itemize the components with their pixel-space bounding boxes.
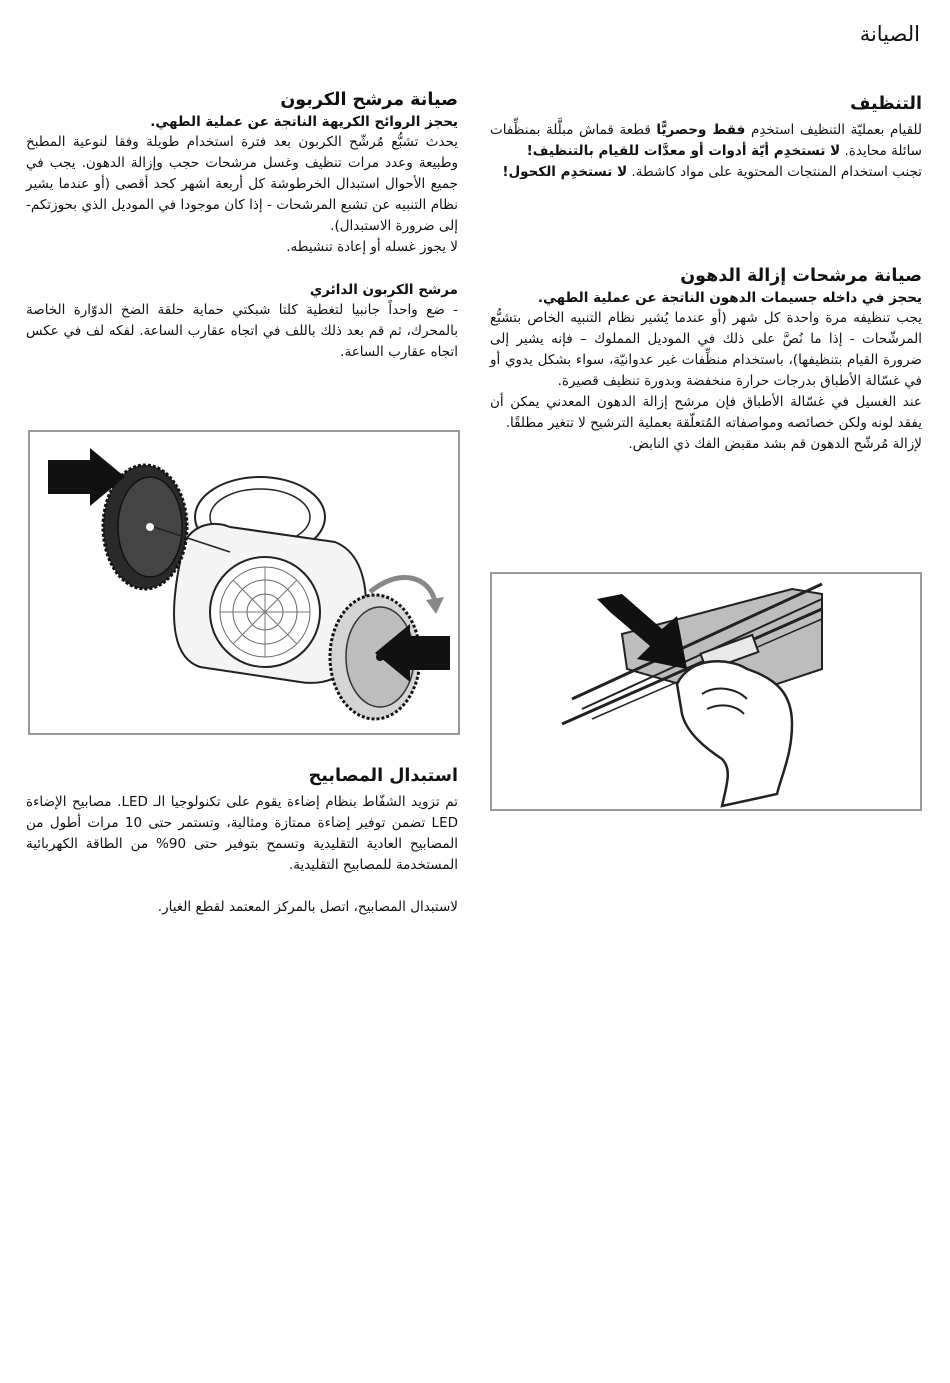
grease-filter-removal-illustration-icon xyxy=(492,574,920,809)
cleaning-section xyxy=(490,92,922,183)
carbon-filter-paragraph-2: لا يجوز غسله أو إعادة تنشيطه. xyxy=(286,239,458,255)
lamps-paragraph-1: تم تزويد الشفّاط بنظام إضاءة يقوم على تكنولوجيا الـ LED. مصابيح الإضاءة LED تضمن توفير إضاءة ممتازة ومثالية، وتستمر حتى 10 مرات أطول من المصابيح العادية التقليدية وتسمح بتوفير حتى 90% من الطاقة الكهربائية المستخدمة للمصابيح التقليدية. xyxy=(26,794,458,873)
cleaning-paragraph-1: للقيام بعمليّة التنظيف استخدِم فقط وحصريًّا قطعة قماش مبلَّلة بمنظِّفات سائلة محايدة. لا تستخدِم أيّة أدوات أو معدَّات للقيام بالتنظيف! xyxy=(490,122,922,159)
carbon-filter-heading: صيانة مرشح الكربون xyxy=(280,90,458,110)
carbon-filter-paragraph-1: يحدث تشبُّع مُرشّح الكربون بعد فترة استخدام طويلة وفقا لنوعية المطبخ وطبيعة وعدد مرات تنظيف وغسل مرشحات حجب وإزالة الدهون. يجب في جميع الأحوال استبدال الخرطوشة كل أربعة اشهر كحد أقصى (أو عندما يشير نظام التنبيه عن تشبع المرشحات - إذا كان موجودا في الموديل الذي بحوزتكم- إلى ضرورة الاستبدال). xyxy=(26,134,458,234)
cleaning-paragraph-2: تجنب استخدام المنتجات المحتوية على مواد كاشطة. لا تستخدِم الكحول! xyxy=(502,164,922,180)
lamps-section xyxy=(26,764,458,918)
grease-filters-paragraph-2: عند الغسيل في غسّالة الأطباق فإن مرشح إزالة الدهون المعدني يمكن أن يفقد لونه ولكن خصائصه ومواصفاته المُتعلّقة بعملية الترشيح لا تتغير مطلقًا. xyxy=(490,394,922,431)
grease-filter-figure xyxy=(490,572,922,811)
round-carbon-filter-heading: مرشح الكربون الدائري xyxy=(309,282,458,298)
grease-filters-heading: صيانة مرشحات إزالة الدهون xyxy=(680,266,922,286)
carbon-filter-figure xyxy=(28,430,460,735)
carbon-filter-subheading: يحجز الروائح الكريهة الناتجة عن عملية الطهي. xyxy=(150,114,458,130)
grease-filters-paragraph-1: يجب تنظيفه مرة واحدة كل شهر (أو عندما يُشير نظام التنبيه الخاص بتشبُّع المرشّحات - إذا ما نُصَّ على ذلك في الموديل المملوك – فإنه يشير إلى ضرورة القيام بتنظيفها)، باستخدام منظِّفات غير عدوانيّة، سواء بشكل يدوي أو في غسّالة الأطباق بدرجات حرارة منخفضة وبدورة تنظيف قصيرة. xyxy=(490,310,922,389)
carbon-filter-fan-illustration-icon xyxy=(30,432,458,733)
page-title: الصيانة xyxy=(859,22,920,46)
cleaning-heading: التنظيف xyxy=(850,94,922,114)
carbon-filter-section xyxy=(26,88,458,363)
grease-filters-subheading: يحجز في داخله جسيمات الدهون الناتجة عن عملية الطهي. xyxy=(537,290,922,306)
lamps-heading: استبدال المصابيح xyxy=(308,766,458,786)
lamps-paragraph-2: لاستبدال المصابيح، اتصل بالمركز المعتمد لقطع الغيار. xyxy=(157,899,458,915)
grease-filters-section xyxy=(490,264,922,455)
round-carbon-filter-paragraph: - ضع واحداً جانبيا لتغطية كلتا شبكتي حماية حلقة الضخ الدوّارة الخاصة بالمحرك، ثم قم بعد ذلك باللف في اتجاه عقارب الساعة. لفكه لف في عكس اتجاه عقارب الساعة. xyxy=(26,302,458,360)
grease-filters-paragraph-3: لإزالة مُرشّح الدهون قم بشد مقبض الفك ذي النابض. xyxy=(628,436,922,452)
